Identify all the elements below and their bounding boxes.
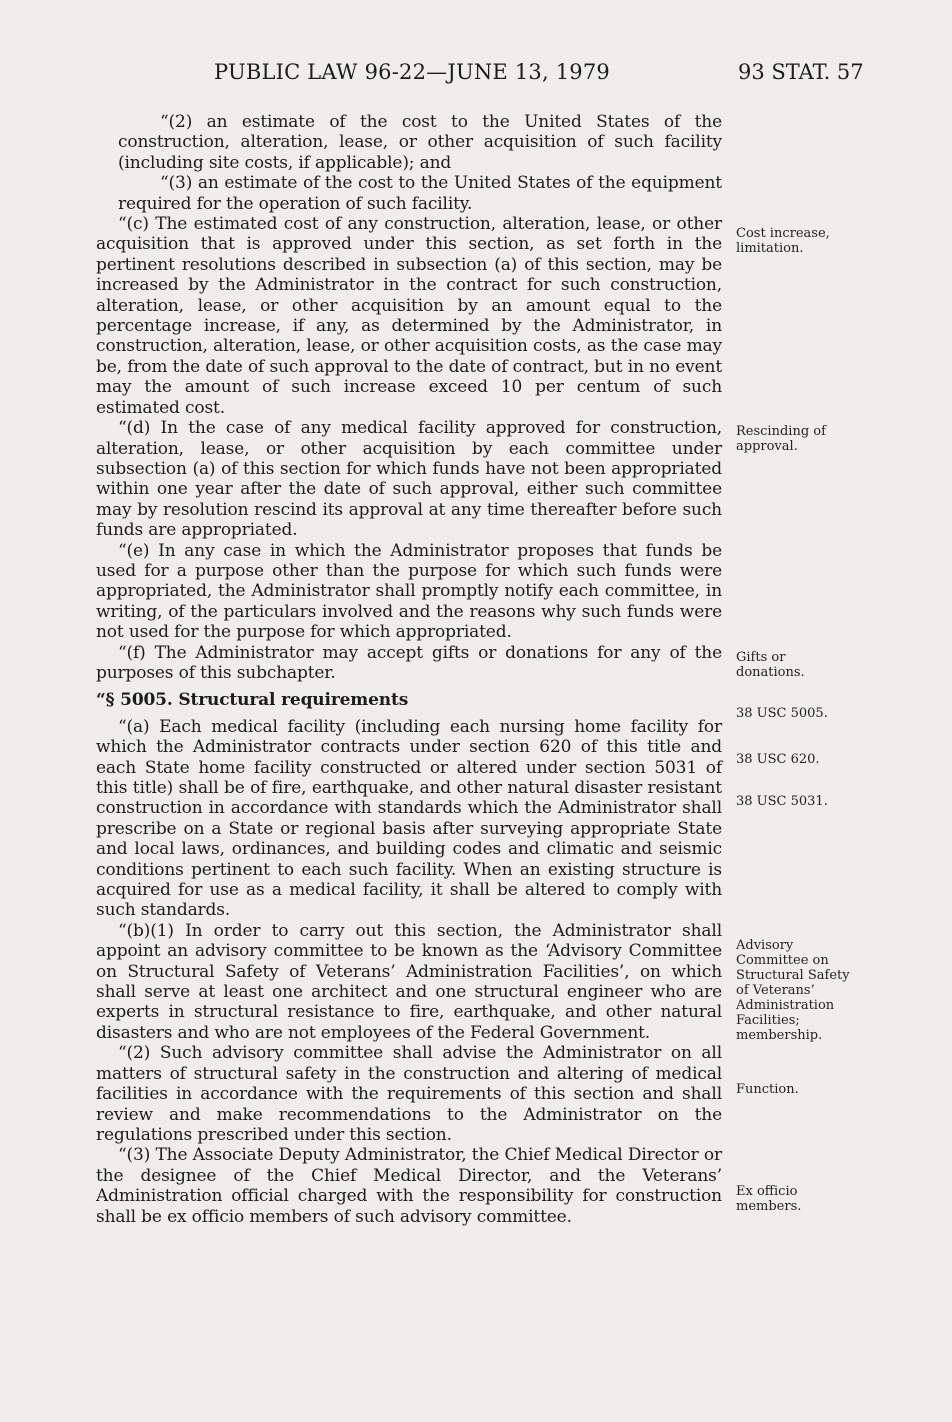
paragraph-cost-estimate: “(2) an estimate of the cost to the United States of the construction, alteration, lease, or other acquisition of such facility (including site costs, if applicable); and bbox=[118, 112, 722, 173]
margin-note-38-usc-620: 38 USC 620. bbox=[736, 752, 820, 767]
page-header-stat: 93 STAT. 57 bbox=[738, 60, 864, 84]
margin-note-advisory-committee: Advisory Committee on Structural Safety of Veterans’ Administration Facilities; membership. bbox=[736, 938, 850, 1043]
paragraph-5005-b3: “(3) The Associate Deputy Administrator, the Chief Medical Director or the designee of the Chief Medical Director, and the Veterans’ Administration official charged with the responsibility for construction shall be ex officio members of such advisory committee. bbox=[96, 1145, 722, 1227]
margin-note-38-usc-5005: 38 USC 5005. bbox=[736, 706, 828, 721]
paragraph-5005-a: “(a) Each medical facility (including each nursing home facility for which the Administrator contracts under section 620 of this title and each State home facility constructed or altered under section 5031 of this title) shall be of fire, earthquake, and other natural disaster resistant construction in accordance with standards which the Administrator shall prescribe on a State or regional basis after surveying appropriate State and local laws, ordinances, and building codes and climatic and seismic conditions pertinent to each such facility. When an existing structure is acquired for use as a medical facility, it shall be altered to comply with such standards. bbox=[96, 716, 722, 921]
paragraph-d: “(d) In the case of any medical facility approved for construction, alteration, lease, or other acquisition by each committee under subsection (a) of this section for which funds have not been appropriated within one year after the date of such approval, either such committee may by resolution rescind its approval at any time thereafter before such funds are appropriated. bbox=[96, 418, 722, 541]
margin-note-function: Function. bbox=[736, 1082, 799, 1097]
paragraph-5005-b2: “(2) Such advisory committee shall advise the Administrator on all matters of structural safety in the construction and altering of medical facilities in accordance with the requirements of this section and shall review and make recommendations to the Administrator on the regulations prescribed under this section. bbox=[96, 1043, 722, 1145]
paragraph-e: “(e) In any case in which the Administrator proposes that funds be used for a purpose other than the purpose for which such funds were appropriated, the Administrator shall promptly notify each committee, in writing, of the particulars involved and the reasons why such funds were not used for the purpose for which appropriated. bbox=[96, 540, 722, 643]
margin-note-cost-increase: Cost increase, limitation. bbox=[736, 226, 830, 256]
margin-note-rescinding: Rescinding of approval. bbox=[736, 424, 826, 454]
margin-note-ex-officio: Ex officio members. bbox=[736, 1184, 802, 1214]
margin-note-38-usc-5031: 38 USC 5031. bbox=[736, 794, 828, 809]
paragraph-5005-b1: “(b)(1) In order to carry out this section, the Administrator shall appoint an advisory committee to be known as the ‘Advisory Committee on Structural Safety of Veterans’ Administration Facilities’, on which shall serve at least one architect and one structural engineer who are experts in structural resistance to fire, earthquake, and other natural disasters and who are not employees of the Federal Government. bbox=[96, 920, 722, 1043]
page-header-title: PUBLIC LAW 96-22—JUNE 13, 1979 bbox=[214, 60, 610, 84]
margin-note-gifts: Gifts or donations. bbox=[736, 650, 805, 680]
paragraph-c: “(c) The estimated cost of any construction, alteration, lease, or other acquisition that is approved under this section, as set forth in the pertinent resolutions described in subsection (a) of this section, may be increased by the Administrator in the contract for such construction, alteration, lease, or other acquisition by an amount equal to the percentage increase, if any, as determined by the Administrator, in construction, alteration, lease, or other acquisition costs, as the case may be, from the date of such approval to the date of contract, but in no event may the amount of such increase exceed 10 per centum of such estimated cost. bbox=[96, 214, 722, 418]
section-heading: “§ 5005. Structural requirements bbox=[96, 690, 409, 711]
body-text bbox=[96, 112, 722, 1227]
paragraph-equipment-estimate: “(3) an estimate of the cost to the United States of the equipment required for the operation of such facility. bbox=[118, 173, 722, 214]
paragraph-f: “(f) The Administrator may accept gifts or donations for any of the purposes of this subchapter. bbox=[96, 642, 722, 683]
